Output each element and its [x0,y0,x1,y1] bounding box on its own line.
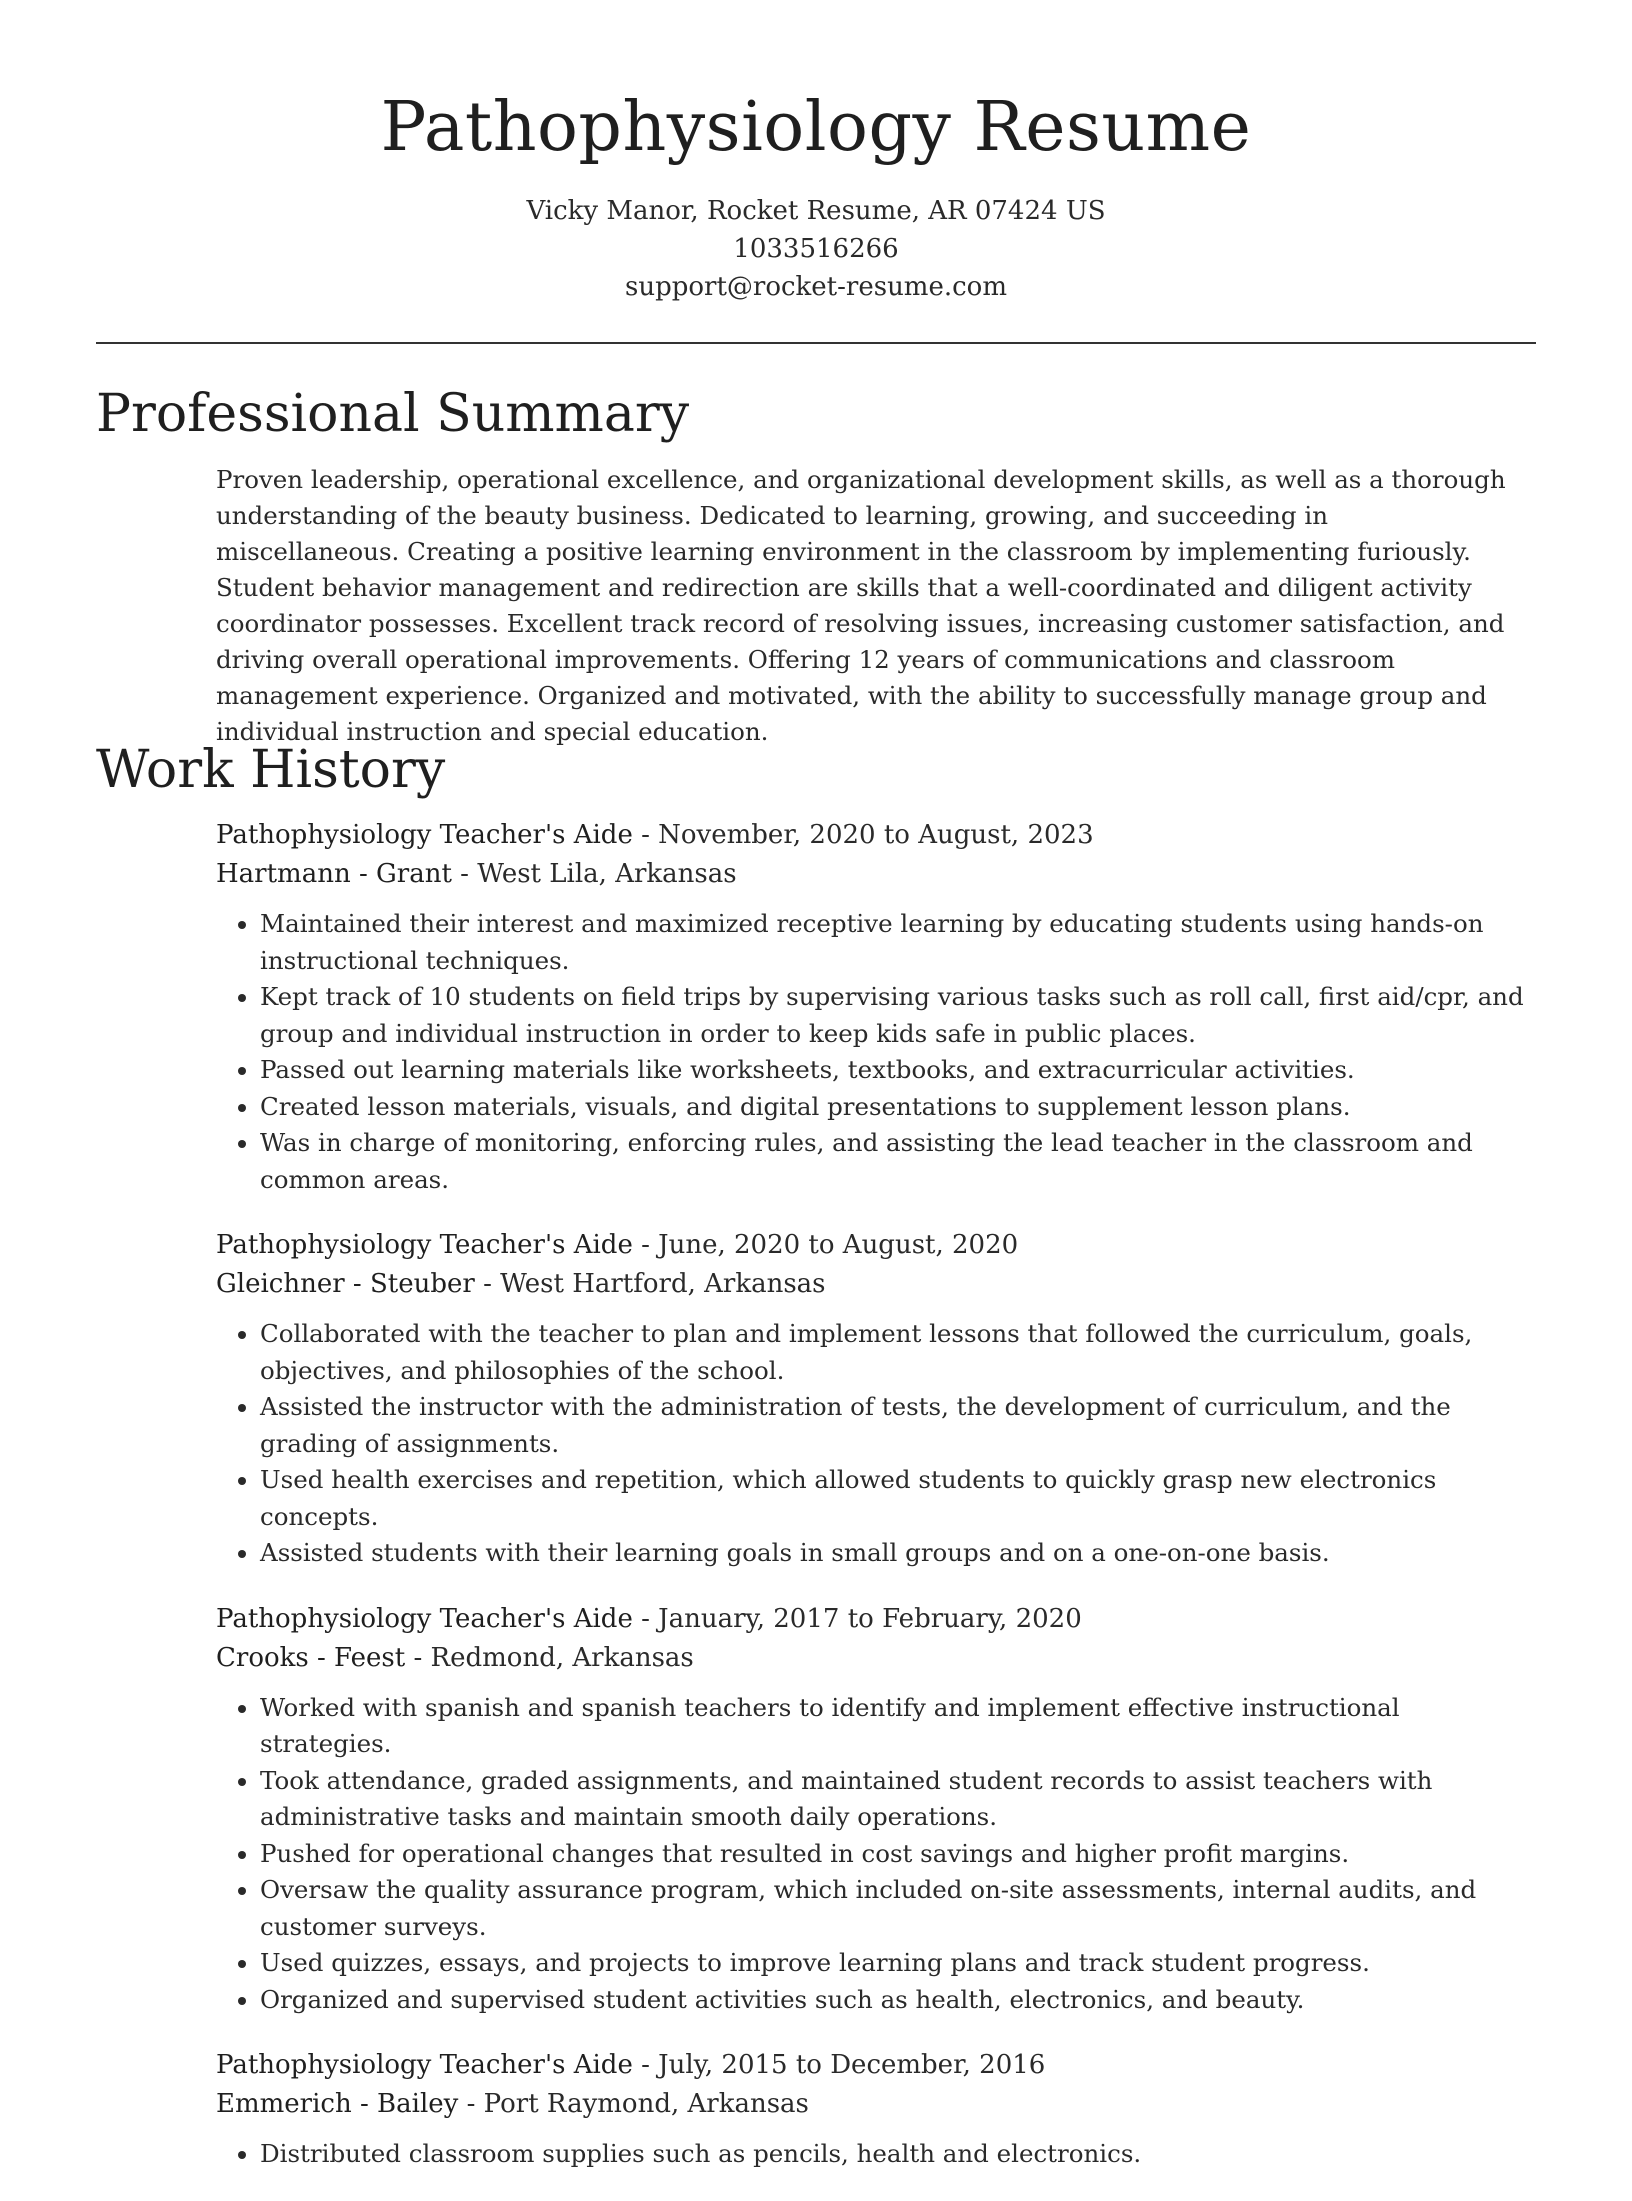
job-title: Pathophysiology Teacher's Aide [216,1603,633,1634]
contact-email: support@rocket-resume.com [624,272,1007,302]
job-title-line [216,816,1536,855]
contact-phone: 1033516266 [733,234,899,264]
job-title-line [216,1226,1536,1265]
job-bullet: • Worked with spanish and spanish teachers to identify and implement effective instructional strategies. [260,1690,1536,1763]
job-company-line [216,1265,1536,1304]
job-entry [216,2046,1536,2173]
job-location: - Redmond, Arkansas [405,1642,694,1673]
job-bullet: • Created lesson materials, visuals, and digital presentations to supplement lesson plans. [260,1089,1536,1126]
job-dates: - July, 2015 to December, 2016 [632,2050,1046,2080]
contact-info [0,192,1632,306]
resume-title: Pathophysiology Resume [380,88,1252,167]
job-company: Hartmann - Grant [216,859,452,889]
job-bullet: • Kept track of 10 students on field trips by supervising various tasks such as roll call, first aid/cpr, and group and individual instruction in order to keep kids safe in public places. [260,979,1536,1052]
job-bullets [216,1690,1536,2019]
job-title: Pathophysiology Teacher's Aide [216,2050,633,2080]
job-bullet: • Assisted the instructor with the administration of tests, the development of curriculum, and the grading of assignments. [260,1389,1536,1462]
job-title-line [216,1600,1536,1639]
job-bullet: • Used quizzes, essays, and projects to improve learning plans and track student progress. [260,1945,1536,1982]
job-bullet: • Was in charge of monitoring, enforcing rules, and assisting the lead teacher in the classroom and common areas. [260,1125,1536,1198]
job-company-line [216,855,1536,894]
job-company-line [216,1639,1536,1678]
job-entry [216,816,1536,1198]
job-entry [216,1600,1536,2019]
work-history-list [216,816,1536,2201]
job-bullets [216,1316,1536,1572]
job-bullet: • Oversaw the quality assurance program, which included on-site assessments, internal audits, and customer surveys. [260,1872,1536,1945]
job-bullet: • Used health exercises and repetition, which allowed students to quickly grasp new electronics concepts. [260,1462,1536,1535]
job-title-line [216,2046,1536,2085]
job-company: Emmerich - Bailey [216,2089,459,2119]
header-divider [96,342,1536,344]
job-dates: - January, 2017 to February, 2020 [632,1603,1082,1634]
job-bullet: • Assisted students with their learning goals in small groups and on a one-on-one basis. [260,1535,1536,1572]
work-history-heading: Work History [96,740,446,800]
summary-heading: Professional Summary [96,384,690,444]
job-bullet: • Took attendance, graded assignments, and maintained student records to assist teachers with administrative tasks and maintain smooth daily operations. [260,1763,1536,1836]
job-company: Crooks - Feest [216,1642,406,1673]
job-bullet: • Maintained their interest and maximized receptive learning by educating students using hands-on instructional techniques. [260,906,1536,979]
job-location: - West Lila, Arkansas [451,859,737,889]
resume-header [0,0,1632,306]
job-dates: - June, 2020 to August, 2020 [632,1230,1019,1260]
job-location: - Port Raymond, Arkansas [458,2089,809,2119]
summary-text: Proven leadership, operational excellence, and organizational development skills, as well as a thorough understanding of the beauty business. Dedicated to learning, growing, and succeeding in miscellaneous. Creating a positive learning environment in the classroom by implementing furiously. Student behavior management and redirection are skills that a well-coordinated and diligent activity coordinator possesses. Excellent track record of resolving issues, increasing customer satisfaction, and driving overall operational improvements. Offering 12 years of communications and classroom management experience. Organized and motivated, with the ability to successfully manage group and individual instruction and special education. [216,465,1506,746]
job-bullets [216,906,1536,1198]
job-bullet: • Organized and supervised student activities such as health, electronics, and beauty. [260,1982,1536,2019]
job-bullet: • Pushed for operational changes that resulted in cost savings and higher profit margins. [260,1836,1536,1873]
job-company-line [216,2085,1536,2124]
job-bullets [216,2136,1536,2173]
job-bullet: • Passed out learning materials like worksheets, textbooks, and extracurricular activities. [260,1052,1536,1089]
job-title: Pathophysiology Teacher's Aide [216,1230,633,1260]
job-bullet: • Distributed classroom supplies such as pencils, health and electronics. [260,2136,1536,2173]
job-title: Pathophysiology Teacher's Aide [216,820,633,850]
job-bullet: • Collaborated with the teacher to plan and implement lessons that followed the curriculum, goals, objectives, and philosophies of the school. [260,1316,1536,1389]
job-dates: - November, 2020 to August, 2023 [632,820,1094,850]
job-location: - West Hartford, Arkansas [474,1269,826,1299]
job-company: Gleichner - Steuber [216,1269,475,1299]
contact-address: Vicky Manor, Rocket Resume, AR 07424 US [526,196,1106,226]
job-entry [216,1226,1536,1572]
